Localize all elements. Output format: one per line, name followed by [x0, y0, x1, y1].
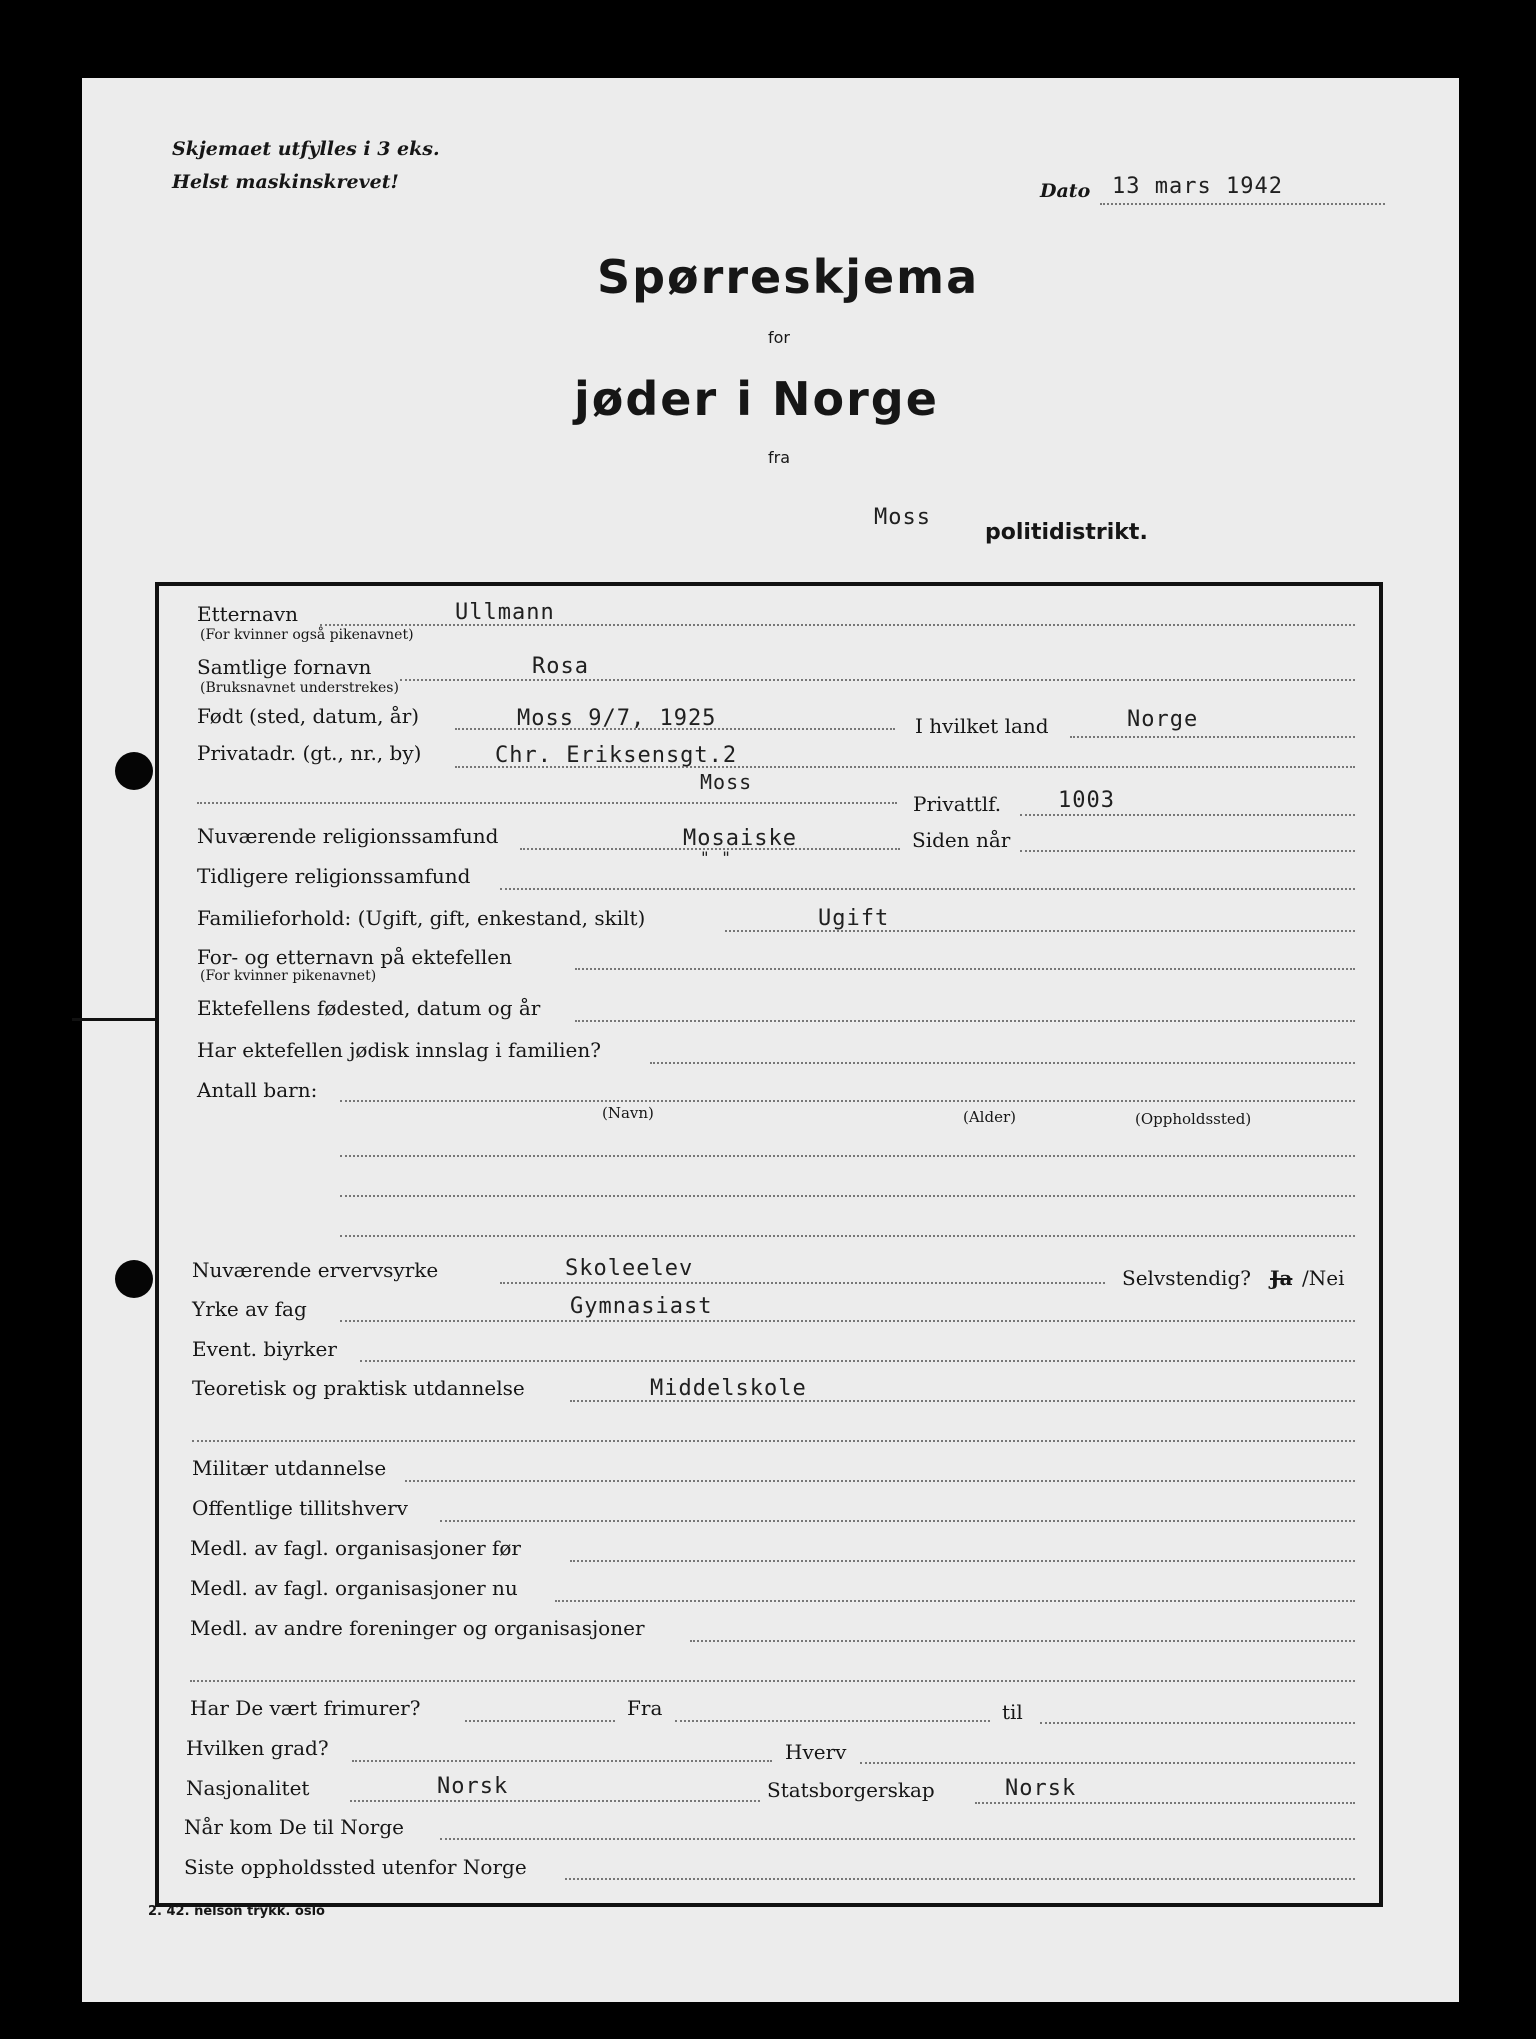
utdannelse-label: Teoretisk og praktisk utdannelse [192, 1376, 525, 1400]
org-for-label: Medl. av fagl. organisasjoner før [190, 1536, 521, 1560]
instruction-line-1: Skjemaet utfylles i 3 eks. [172, 138, 440, 160]
punch-hole-top [115, 752, 153, 790]
fornavn-field[interactable]: Rosa [532, 654, 589, 679]
privattlf-label: Privattlf. [913, 792, 1002, 816]
privatadr-label: Privatadr. (gt., nr., by) [197, 741, 422, 765]
militaer-label: Militær utdannelse [192, 1456, 387, 1480]
fornavn-sub: (Bruksnavnet understrekes) [200, 680, 399, 696]
religion-now-label: Nuværende religionssamfund [197, 824, 499, 848]
punch-hole-bottom [115, 1260, 153, 1298]
statsborgerskap-label: Statsborgerskap [767, 1778, 935, 1802]
ektefelle-fodt-label: Ektefellens fødested, datum og år [197, 996, 541, 1020]
frimurer-label: Har De vært frimurer? [190, 1696, 421, 1720]
ektefelle-navn-sub: (For kvinner pikenavnet) [200, 968, 377, 984]
religion-ditto: " " [700, 848, 732, 867]
selvstendig-label: Selvstendig? [1122, 1266, 1251, 1290]
fold-rule [72, 1018, 156, 1021]
religion-prev-label: Tidligere religionssamfund [197, 864, 471, 888]
title-fra: fra [768, 448, 791, 467]
barn-col-opphold: (Oppholdssted) [1135, 1110, 1252, 1128]
etternavn-sub: (For kvinner også pikenavnet) [200, 627, 414, 643]
nasjonalitet-label: Nasjonalitet [186, 1776, 310, 1800]
printer-mark: 2. 42. nelson trykk. oslo [148, 1904, 325, 1919]
selvstendig-value[interactable]: /Nei [1302, 1266, 1345, 1290]
district-label: politidistrikt. [985, 520, 1148, 545]
org-nu-label: Medl. av fagl. organisasjoner nu [190, 1576, 518, 1600]
barn-col-alder: (Alder) [963, 1108, 1016, 1126]
date-value: 13 mars 1942 [1112, 174, 1283, 199]
frimurer-fra-label: Fra [627, 1696, 663, 1720]
title-for: for [768, 328, 790, 347]
barn-label: Antall barn: [197, 1078, 318, 1102]
kom-norge-label: Når kom De til Norge [184, 1815, 404, 1839]
statsborgerskap-field[interactable]: Norsk [1005, 1776, 1077, 1801]
barn-col-navn: (Navn) [602, 1104, 654, 1122]
yrke-field[interactable]: Gymnasiast [570, 1294, 713, 1319]
frimurer-til-label: til [1002, 1700, 1023, 1724]
page-subtitle: jøder i Norge [574, 372, 939, 426]
hverv-label: Hverv [785, 1740, 847, 1764]
privatadr-field-2[interactable]: Moss [700, 770, 753, 794]
selvstendig-struck: Ja [1270, 1266, 1293, 1290]
land-field[interactable]: Norge [1127, 707, 1199, 732]
ektefelle-jodisk-label: Har ektefellen jødisk innslag i familien? [197, 1038, 601, 1062]
utdannelse-field[interactable]: Middelskole [650, 1376, 807, 1401]
instruction-line-2: Helst maskinskrevet! [172, 171, 399, 193]
date-label: Dato [1040, 180, 1091, 202]
privatadr-field[interactable]: Chr. Eriksensgt.2 [495, 743, 738, 768]
date-dots [1100, 203, 1385, 205]
familie-field[interactable]: Ugift [818, 906, 890, 931]
familie-label: Familieforhold: (Ugift, gift, enkestand, skilt) [197, 906, 646, 930]
biyrker-label: Event. biyrker [192, 1337, 337, 1361]
district-value: Moss [874, 505, 931, 530]
etternavn-field[interactable]: Ullmann [455, 600, 555, 625]
erverv-label: Nuværende ervervsyrke [192, 1258, 439, 1282]
fodt-label: Født (sted, datum, år) [197, 704, 420, 728]
etternavn-label: Etternavn [197, 602, 299, 626]
foreninger-label: Medl. av andre foreninger og organisasjoner [190, 1616, 645, 1640]
fodt-field[interactable]: Moss 9/7, 1925 [517, 706, 717, 731]
ektefelle-navn-label: For- og etternavn på ektefellen [197, 945, 513, 969]
religion-now-field[interactable]: Mosaiske [683, 826, 797, 851]
siden-label: Siden når [912, 828, 1011, 852]
erverv-field[interactable]: Skoleelev [565, 1256, 694, 1281]
siste-opphold-label: Siste oppholdssted utenfor Norge [184, 1855, 527, 1879]
yrke-label: Yrke av fag [192, 1297, 307, 1321]
privattlf-field[interactable]: 1003 [1058, 788, 1115, 813]
fornavn-label: Samtlige fornavn [197, 655, 372, 679]
land-label: I hvilket land [915, 714, 1049, 738]
grad-label: Hvilken grad? [186, 1736, 329, 1760]
nasjonalitet-field[interactable]: Norsk [437, 1774, 509, 1799]
page-title: Spørreskjema [597, 250, 980, 304]
tillit-label: Offentlige tillitshverv [192, 1496, 408, 1520]
